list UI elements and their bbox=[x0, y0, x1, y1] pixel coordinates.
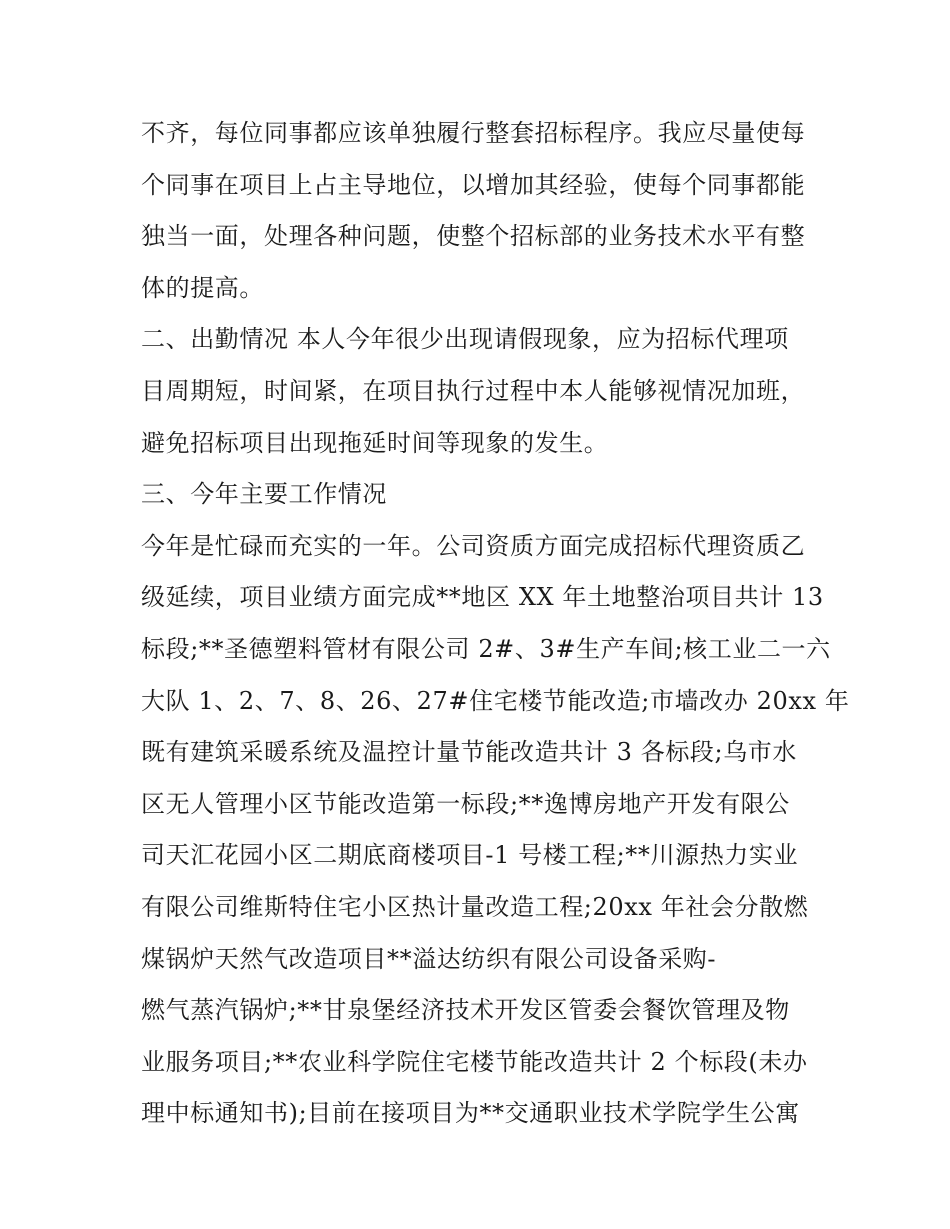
text-line: 体的提高。 bbox=[141, 273, 264, 302]
text-line: 避免招标项目出现拖延时间等现象的发生。 bbox=[141, 428, 609, 457]
text-line: 燃气蒸汽锅炉;**甘泉堡经济技术开发区管委会餐饮管理及物 bbox=[141, 996, 790, 1025]
text-line: 有限公司维斯特住宅小区热计量改造工程;20xx 年社会分散燃 bbox=[141, 892, 809, 921]
text-line: 今年是忙碌而充实的一年。公司资质方面完成招标代理资质乙 bbox=[141, 531, 806, 560]
text-line: 级延续，项目业绩方面完成**地区 XX 年土地整治项目共计 13 bbox=[141, 583, 824, 612]
section-heading-attendance: 二、出勤情况 本人今年很少出现请假现象，应为招标代理项 bbox=[141, 325, 789, 354]
section-heading-main-work: 三、今年主要工作情况 bbox=[141, 480, 387, 509]
text-line: 既有建筑采暖系统及温控计量节能改造共计 3 各标段;乌市水 bbox=[141, 738, 798, 767]
text-line: 目周期短，时间紧，在项目执行过程中本人能够视情况加班， bbox=[141, 376, 806, 405]
text-line: 理中标通知书);目前在接项目为**交通职业技术学院学生公寓 bbox=[141, 1099, 800, 1128]
text-line: 司天汇花园小区二期底商楼项目-1 号楼工程;**川源热力实业 bbox=[141, 841, 799, 870]
text-line: 标段;**圣德塑料管材有限公司 2#、3#生产车间;核工业二一六 bbox=[141, 634, 831, 663]
document-body bbox=[141, 108, 850, 1140]
text-line: 个同事在项目上占主导地位，以增加其经验，使每个同事都能 bbox=[141, 170, 806, 199]
text-line: 煤锅炉天然气改造项目**溢达纺织有限公司设备采购- bbox=[141, 944, 717, 973]
text-line: 大队 1、2、7、8、26、27#住宅楼节能改造;市墙改办 20xx 年 bbox=[141, 686, 850, 715]
text-line: 区无人管理小区节能改造第一标段;**逸博房地产开发有限公 bbox=[141, 789, 790, 818]
text-line: 独当一面，处理各种问题，使整个招标部的业务技术水平有整 bbox=[141, 222, 806, 251]
text-line: 业服务项目;**农业科学院住宅楼节能改造共计 2 个标段(未办 bbox=[141, 1047, 808, 1076]
text-line: 不齐，每位同事都应该单独履行整套招标程序。我应尽量使每 bbox=[141, 119, 806, 147]
